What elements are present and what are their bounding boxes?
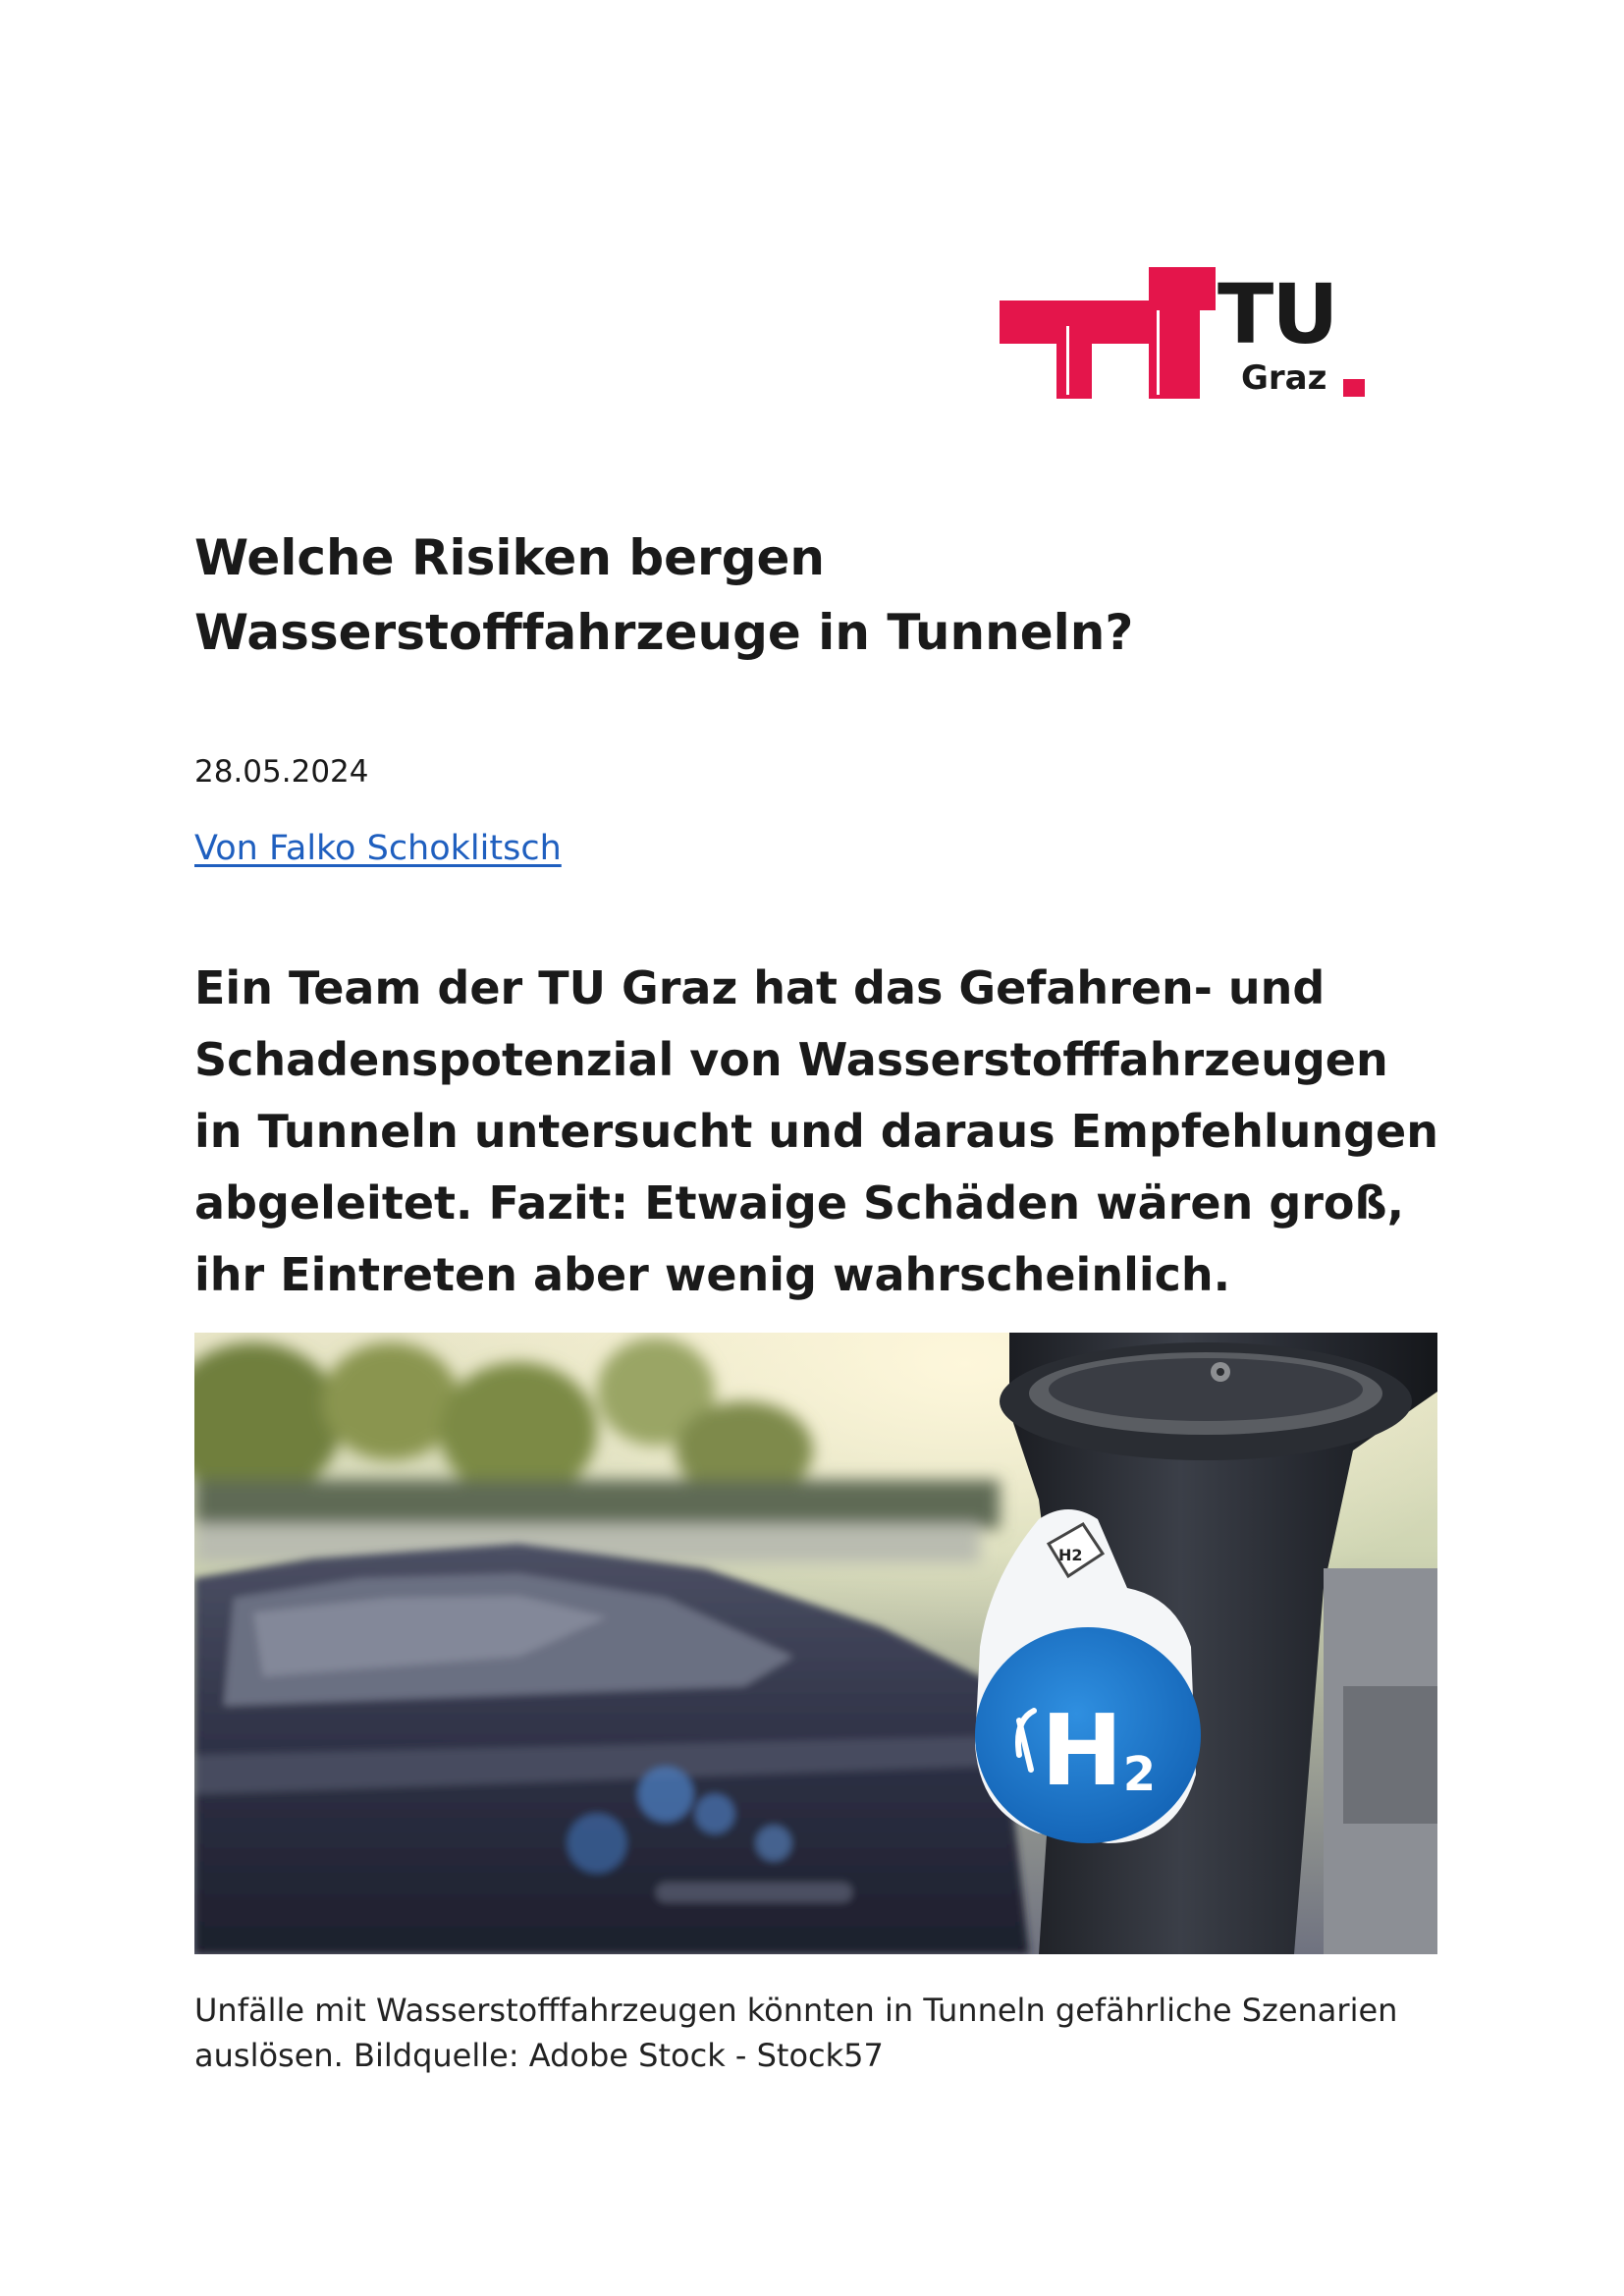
h2-small-label: H2 (1058, 1546, 1083, 1564)
article-date: 28.05.2024 (194, 754, 369, 790)
image-caption: Unfälle mit Wasserstofffahrzeugen könnten in Tunneln gefährliche Szenarien auslösen. Bildquelle: Adobe Stock - Stock57 (194, 1992, 1398, 2074)
article-title: Welche Risiken bergen Wasserstofffahrzeuge in Tunneln? (194, 529, 1134, 661)
logo-blocks-icon (1000, 267, 1225, 405)
tu-graz-logo (1000, 267, 1373, 405)
logo-dot (1343, 379, 1365, 397)
hydrogen-nozzle-photo (194, 1333, 1437, 1954)
article-lead: Ein Team der TU Graz hat das Gefahren- und Schadenspotenzial von Wasserstofffahrzeugen in Tunneln untersucht und daraus Empfehlungen abgeleitet. Fazit: Etwaige Schäden wären groß, ihr Eintreten aber wenig wahrscheinlich. (194, 961, 1438, 1301)
logo-graz-text: Graz (1241, 358, 1327, 398)
logo-tu-text: TU (1218, 266, 1337, 362)
h2-large-label: H2 (1041, 1693, 1157, 1808)
author-link[interactable]: Von Falko Schoklitsch (194, 829, 562, 868)
article-photo (194, 1333, 1437, 1954)
